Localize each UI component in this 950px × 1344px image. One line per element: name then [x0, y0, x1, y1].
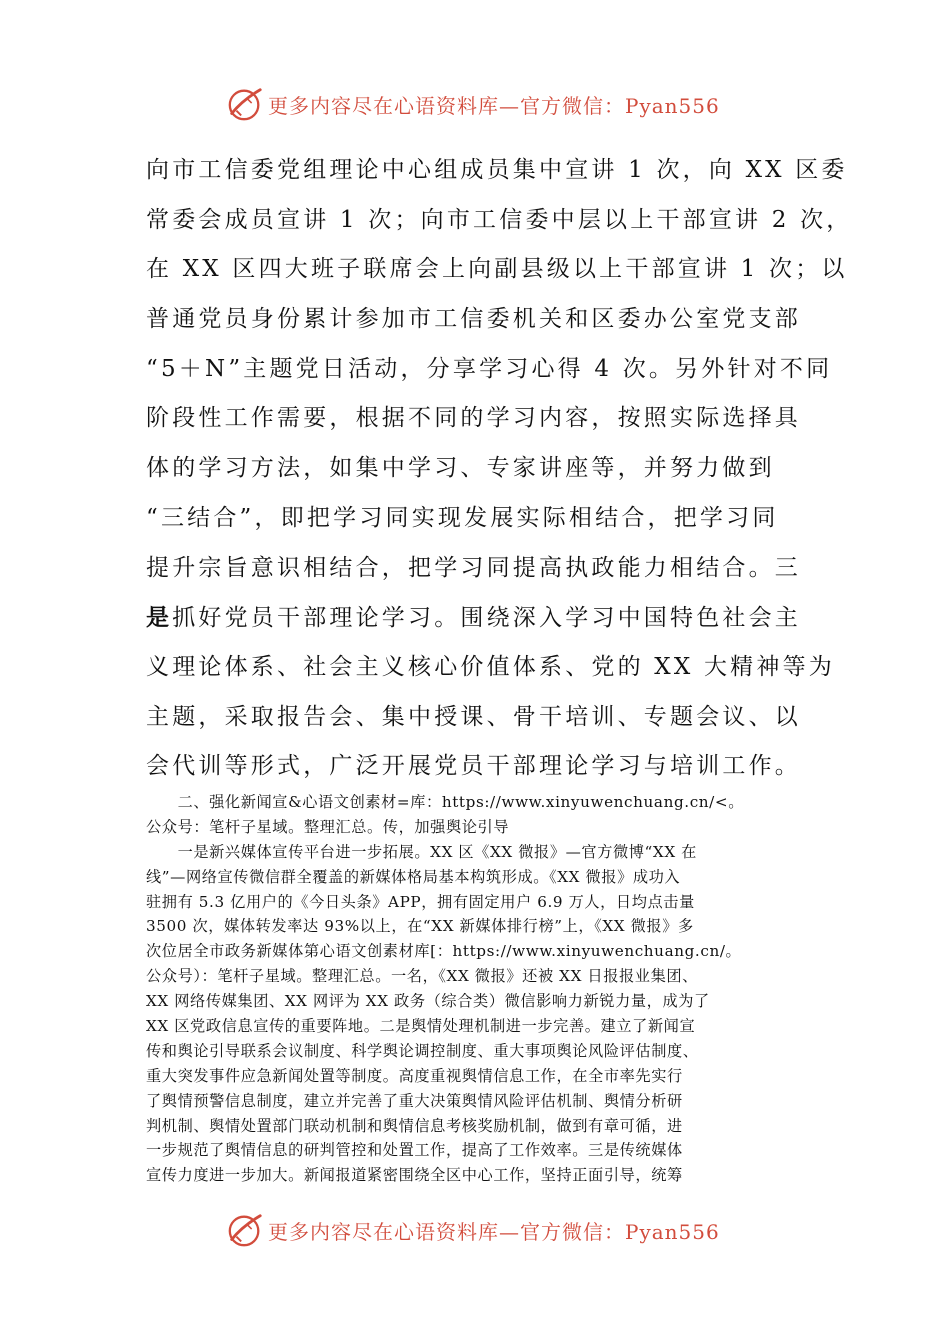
watermark-text: 更多内容尽在心语资料库—官方微信：Pyan556	[268, 1219, 720, 1244]
text-line: 重大突发事件应急新闻处置等制度。高度重视舆情信息工作，在全市率先实行	[146, 1066, 683, 1085]
text-line: 驻拥有 5.3 亿用户的《今日头条》APP，拥有固定用户 6.9 万人，日均点击量	[146, 892, 695, 911]
text-line: “三结合”，即把学习同实现发展实际相结合，把学习同	[146, 504, 779, 531]
text-line: 线”—网络宣传微信群全覆盖的新媒体格局基本构筑形成。《XX 微报》成功入	[146, 867, 681, 886]
text-line: 义理论体系、社会主义核心价值体系、党的 XX 大精神等为	[146, 653, 835, 680]
text-line: 阶段性工作需要，根据不同的学习内容，按照实际选择具	[146, 405, 801, 432]
text-line: 普通党员身份累计参加市工信委机关和区委办公室党支部	[146, 306, 801, 333]
body-small-paragraph	[146, 790, 806, 1188]
text-line: XX 网络传媒集团、XX 网评为 XX 政务（综合类）微信影响力新锐力量，成为了	[146, 992, 710, 1011]
text-line-rest: 抓好党员干部理论学习。围绕深入学习中国特色社会主	[172, 605, 802, 632]
text-line: 公众号：笔杆子星域。整理汇总。传，加强舆论引导	[146, 817, 510, 836]
text-line: 公众号）：笔杆子星域。整理汇总。一名，《XX 微报》还被 XX 日报报业集团、	[146, 967, 698, 986]
header-watermark	[226, 84, 746, 124]
text-line: 次位居全市政务新媒体第心语文创素材库[：https://www.xinyuwenchuang.cn/。	[146, 942, 742, 961]
body-large-paragraph	[146, 146, 853, 792]
text-line-with-bold	[146, 593, 812, 643]
text-line: 体的学习方法，如集中学习、专家讲座等，并努力做到	[146, 455, 775, 482]
text-line: 了舆情预警信息制度，建立并完善了重大决策舆情风险评估机制、舆情分析研	[146, 1091, 683, 1110]
text-line: 二、强化新闻宣&心语文创素材=库：https://www.xinyuwenchuang.cn/<。	[146, 793, 745, 811]
text-line: 主题，采取报告会、集中授课、骨干培训、专题会议、以	[146, 703, 801, 730]
text-line: 判机制、舆情处置部门联动机制和舆情信息考核奖励机制，做到有章可循，进	[146, 1116, 683, 1135]
watermark-text: 更多内容尽在心语资料库—官方微信：Pyan556	[268, 93, 720, 118]
text-line: 传和舆论引导联系会议制度、科学舆论调控制度、重大事项舆论风险评估制度、	[146, 1041, 699, 1060]
text-line: 会代训等形式，广泛开展党员干部理论学习与培训工作。	[146, 753, 801, 780]
text-line: 一步规范了舆情信息的研判管控和处置工作，提高了工作效率。三是传统媒体	[146, 1141, 683, 1160]
text-line: XX 区党政信息宣传的重要阵地。二是舆情处理机制进一步完善。建立了新闻宣	[146, 1017, 696, 1036]
text-line: 在 XX 区四大班子联席会上向副县级以上干部宣讲 1 次；以	[146, 256, 848, 283]
pen-logo-icon	[226, 85, 264, 123]
pen-logo-icon	[226, 1211, 264, 1249]
bold-prefix: 是	[146, 604, 173, 632]
text-line: 向市工信委党组理论中心组成员集中宣讲 1 次，向 XX 区委	[146, 157, 848, 183]
footer-watermark	[226, 1210, 746, 1250]
text-line: 提升宗旨意识相结合，把学习同提高执政能力相结合。三	[146, 554, 801, 581]
text-line: 常委会成员宣讲 1 次；向市工信委中层以上干部宣讲 2 次，	[146, 206, 853, 233]
text-line: 一是新兴媒体宣传平台进一步拓展。XX 区《XX 微报》—官方微博“XX 在	[146, 842, 697, 861]
text-line: “5＋N”主题党日活动，分享学习心得 4 次。另外针对不同	[146, 355, 833, 382]
text-line: 3500 次，媒体转发率达 93%以上，在“XX 新媒体排行榜”上，《XX 微报》多	[146, 917, 694, 936]
text-line: 宣传力度进一步加大。新闻报道紧密围绕全区中心工作，坚持正面引导，统筹	[146, 1166, 683, 1185]
